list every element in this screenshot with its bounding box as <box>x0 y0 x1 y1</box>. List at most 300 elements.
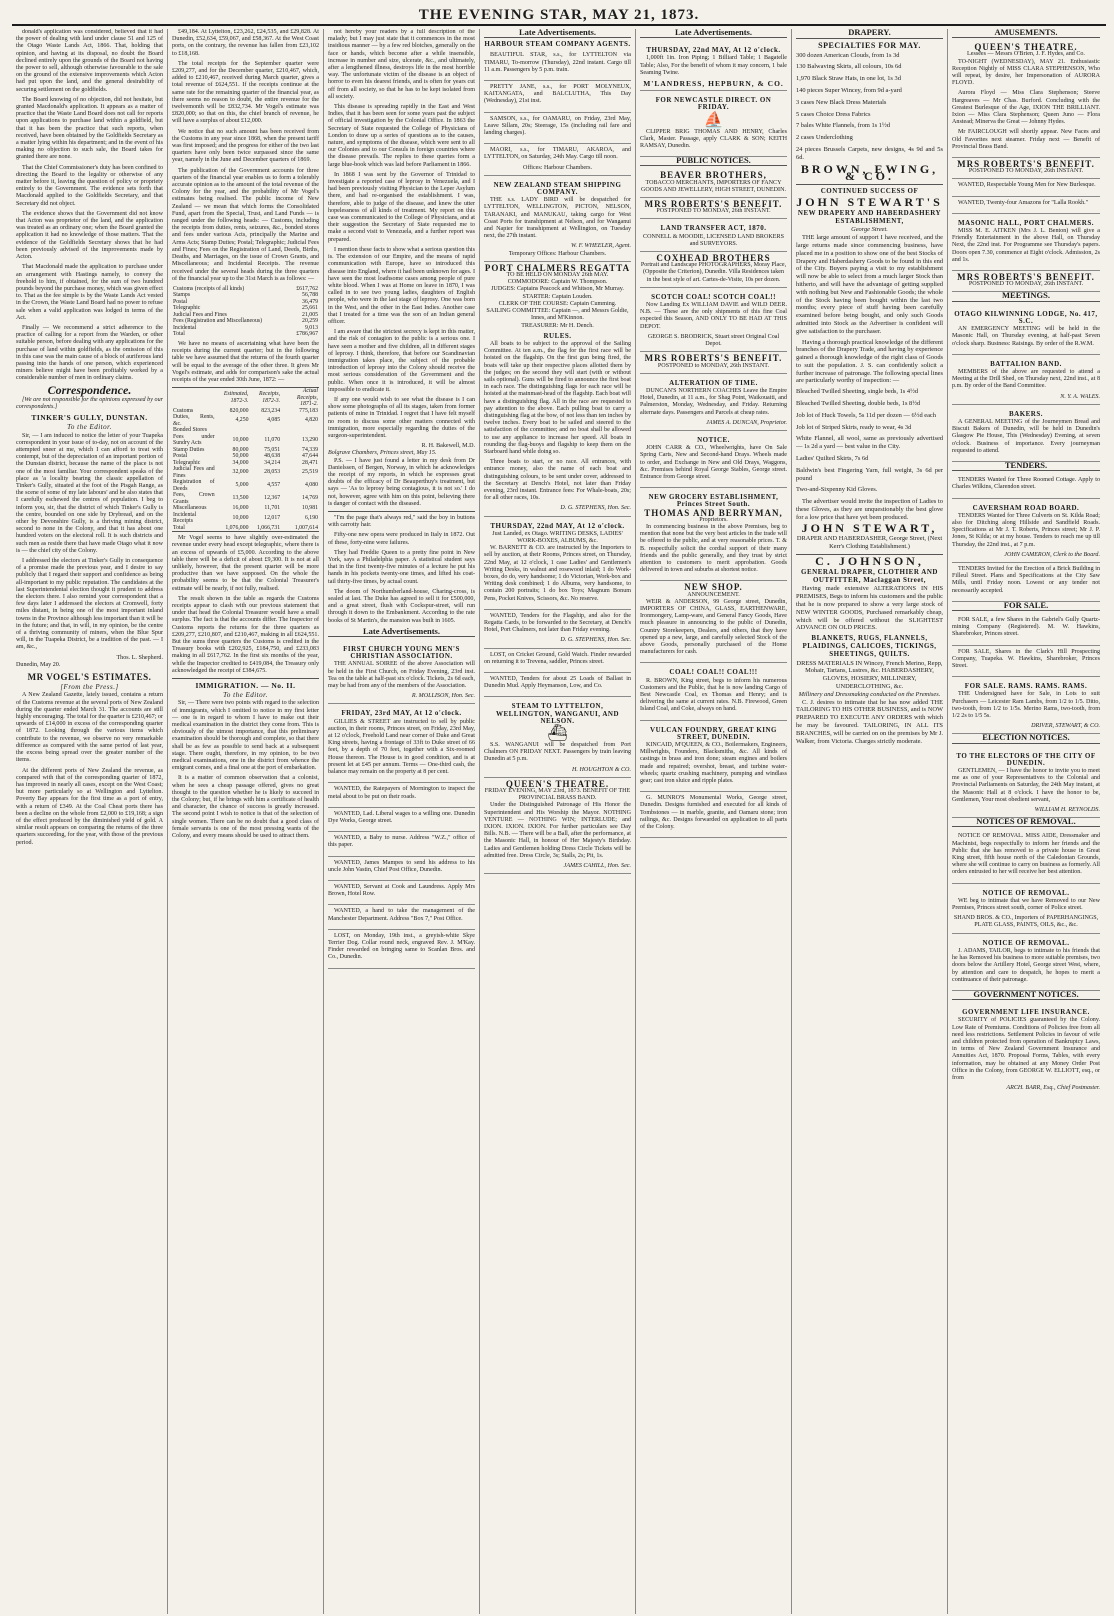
list-item: 5 cases Choice Dress Fabrics <box>796 110 871 118</box>
ad-signature: DRIVER, STEWART, & CO. <box>1031 723 1100 730</box>
table-cell: 21,005 <box>302 311 318 318</box>
table-cell: 9,013 <box>304 324 318 331</box>
advertisement <box>328 640 475 704</box>
masthead <box>12 4 1106 26</box>
ad-body: WANTED, Servant at Cook and Laundress. Apply Mrs Brown, Hotel Row. <box>328 883 475 898</box>
table-cell: 12,017 <box>264 514 281 521</box>
section-header: Late Advertisements. <box>328 628 475 637</box>
column-6 <box>792 29 948 1614</box>
correspondence-note: [We are not responsible for the opinions expressed by our correspondents.] <box>16 396 163 410</box>
classified-ad <box>328 783 475 807</box>
rules-body: All boats to be subject to the approval of the Sailing Committee. At ten a.m., the flag for the first race will be hoisted on the flagship. On the first gun being fired, the boats will take up their respective places allotted them by the judges; on the second they will start (with or without sails optional). Guns will be fired to announce the first boat in each race. The distinguishing flags for each race will be hoisted at the mainmast-head of the flagship. Each boat will have a distinguishing flag. All in the race are requested to pay attention to the above. Each pulling boat to carry a distinguishing flag at the bow, of not less than ten inches by twelve inches. Every boat to be sailed and steered to the satisfaction of the committee; and no boat shall be allowed to use any appliance to increase her speed. All boats in rounding the flag-buoys and flagship to keep them on the Starboard hand while doing so. <box>484 340 631 455</box>
ad-heading: GOVERNMENT LIFE INSURANCE. <box>962 1008 1090 1017</box>
special-lines-list <box>796 388 943 494</box>
entertainment-ad <box>952 214 1100 271</box>
ad-heading: NEW ZEALAND STEAM SHIPPING COMPANY. <box>493 180 622 197</box>
section-header: Late Advertisements. <box>484 29 631 38</box>
ad-footer: Temporary Offices: Harbour Chambers. <box>508 250 607 257</box>
table-cell: Fees under Sundry Acts <box>173 433 215 447</box>
government-ad <box>952 1003 1100 1095</box>
divider <box>172 678 319 679</box>
ad-body: POSTPONED TO MONDAY, 26th INSTANT. <box>968 281 1084 288</box>
section-header: PUBLIC NOTICES. <box>640 157 787 166</box>
ad-heading: JOHN STEWART'S <box>796 194 943 209</box>
ad-heading: BATTALION BAND. <box>990 359 1062 368</box>
ad-subheading: TO BE HELD ON MONDAY 26th MAY. <box>506 272 609 279</box>
ad-body: Portrait and Landscape PHOTOGRAPHERS, Moray Place, (Opposite the Criterion), Dunedin. Villa Residences taken in the best style of art. Cartes-de-Visite, 10s per dozen. <box>640 262 787 283</box>
table-cell: Miscellaneous <box>173 505 207 512</box>
column-4 <box>480 29 636 1614</box>
table-cell: 36,479 <box>302 298 318 305</box>
classified-ad <box>952 197 1100 214</box>
ad-heading: STEAM TO LYTTELTON, WELLINGTON, WANGANUI, AND NELSON. <box>495 702 620 725</box>
theatre-ad <box>952 41 1100 158</box>
ad-heading: HARBOUR STEAM COMPANY AGENTS. <box>484 40 631 49</box>
ad-heading: THOMAS AND BERRYMAN, <box>644 507 783 518</box>
ad-subheading: GENERAL DRAPER, CLOTHIER AND OUTFITTER, Maclaggan Street, <box>801 567 938 584</box>
divider <box>796 184 943 185</box>
table-cell: Fees (Registration and Miscellaneous) <box>173 318 263 325</box>
table-cell: 823,234 <box>261 407 281 414</box>
column-7 <box>948 29 1104 1614</box>
classified-ad <box>484 649 631 673</box>
article-heading: MR VOGEL'S ESTIMATES. <box>27 672 152 683</box>
ad-signature: JAMES CAHILL, Hon. Sec. <box>563 863 631 870</box>
notice-ad <box>640 219 787 252</box>
auction-ad <box>640 41 787 91</box>
notice-ad <box>952 271 1100 292</box>
ad-heading: NOTICE. <box>697 435 730 444</box>
letter-salutation: To the Editor. <box>67 423 112 432</box>
ad-subheading: NEW DRAPERY AND HABERDASHERY ESTABLISHMENT, <box>797 208 942 225</box>
regatta-ad <box>484 262 631 517</box>
ad-body: 1,000ft 1in. Iron Piping; 1 Billiard Table; 1 Bagatelle Table; Also, For the benefit of whom it may concern, 1 bale Seaming Twine. <box>640 55 787 76</box>
table-cell: Customs (receipts of all kinds) <box>173 285 245 292</box>
ad-body: Now Landing Ex WILLIAM DAVIE and WILD DEER. N.B. — These are the only shipments of this fine Coal expected this Season, AND ONLY TO BE HAD AT THIS DEPOT. <box>640 302 787 330</box>
ad-body: WANTED, a Baby to nurse. Address "W.Z.," office of this paper. <box>328 835 475 849</box>
ad-body: WANTED, Twenty-four Amazons for "Lalla Rookh." <box>958 199 1089 206</box>
ad-body: LOST, on Cricket Ground, Gold Watch. Finder rewarded on returning it to Trevena, saddler, Princes street. <box>484 651 631 665</box>
regatta-officer: STARTER: Captain Louden. <box>522 293 593 300</box>
list-item: Bleached Twilled Sheeting, double beds, 1s 8½d <box>796 400 921 408</box>
ad-body: THE ANNUAL SOIREE of the above Association will be held in the First Church, on Friday Evening, 23rd inst. Tea on the table at half-past six o'clock. Tickets, 2s 6d each, may be had from any of the members of the Association. <box>328 661 475 690</box>
table-cell: 32,000 <box>232 469 249 476</box>
ad-heading: FRIDAY, 23rd MAY, At 12 o'clock. <box>341 709 462 718</box>
ad-body: TENDERS Invited for the Erection of a Brick Building in Filleul Street. Plans and Specifications at the City Saw Mills, until Friday noon. Lowest or any tender not necessarily accepted. <box>952 565 1100 594</box>
filler-item: The doom of Northumberland-house, Charing-cross, is sealed at last. The Duke has agreed to sell it for £500,000, and a great street, flush with Cockspur-street, will run through it down to the Embankment. According to the rate books of St Martin's, the mansion was built in 1605. <box>328 588 475 624</box>
article-paragraph: donald's application was considered, believed that it had the power of dealing with land under clause 51 and 125 of the Otago Waste Lands Act, 1866. That, holding that opinion, and having at its disposal, no doubt the Board declined entirely upon the grounds of the Board not having the power to sell, although otherwise favourable to the sale on the ground of the extensive improvements which Acton had put upon the land, and the general desirability of securing settlement on the goldfields. <box>16 29 163 93</box>
ad-heading: BEAVER BROTHERS, <box>660 170 767 181</box>
table-cell: 10,000 <box>232 436 249 443</box>
business-ad <box>640 581 787 663</box>
table-row <box>172 492 319 505</box>
ad-heading: QUEEN'S THEATRE. <box>974 42 1078 53</box>
article-paragraph: That Macdonald made the application to purchase under an arrangement with Hastings namely, to convey the freehold to him, if obtained, for the sum of two hundred pounds beyond the purchase money, which was given effect to. That as the fee simple is by the Waste Lands Act vested in the Crown, the Waste Land Board had no power to refuse sale when a valid application was lodged in terms of the Act. <box>16 264 163 321</box>
regatta-officer: TREASURER: Mr H. Dench. <box>521 322 594 329</box>
ad-body: KINCAID, M'QUEEN, & CO., Boilermakers, Engineers, Millwrights, Founders, Blacksmiths, &c. All kinds of castings in brass and iron done; steam engines and boilers made and repaired; overshot, breast, and turbine water-wheels; quartz crushing machinery, pumping and windlass gear; cast iron sluice and ripple plates. <box>640 742 787 785</box>
table-cell: 4,820 <box>304 417 318 424</box>
table-header-cell: Actual Receipts, 1871-2. <box>296 388 318 408</box>
ad-body: In commencing business in the above Premises, beg to mention that none but the very best articles in the trade will be offered to the public, and at very reasonable prices. T. & B. respectfully solicit the cordial support of their many friends and the public generally, and they trust by strict attention to customers to merit approbation. Goods delivered in town and suburbs at shortest notice. <box>640 523 787 574</box>
list-item: Ladies' Quilted Skirts, 7s 6d <box>796 455 869 463</box>
list-item: Baldwin's best Fingering Yarn, full weight, 3s 6d per pound <box>796 466 943 482</box>
business-ad <box>640 488 787 581</box>
ad-subheading: ANNOUNCEMENT. <box>687 591 740 598</box>
table-header-cell <box>172 388 216 408</box>
ad-body: MEMBERS of the above are requested to attend a Meeting at the Drill Shed, on Thursday next, 22nd inst., at 8 p.m. By order of the Band Committee. <box>952 368 1100 390</box>
business-ad <box>640 252 787 288</box>
ad-signature: R. MOLLISON, Hon. Sec. <box>411 693 475 700</box>
table-cell: Registration of Deeds <box>173 479 215 492</box>
table-cell: 34,214 <box>264 459 281 466</box>
tender-ad <box>952 474 1100 498</box>
shipping-ad <box>484 81 631 113</box>
ad-body: THE large amount of support I have received, and the large returns made since commencing business, have placed me in a position to show one of the best Stocks of Drapery and Haberdashery Goods to be found in this end of the City. Buyers paying a visit to my establishment will now be able to select from a much larger Stock than hitherto, and will have the advantage of getting supplied with nothing but New and Fashionable Goods; the whole of the Stock having been bought within the last two months; every piece of stuff having been carefully examined before being bought, and only such Goods admitted into Stock as the Advertiser is confident will give satisfaction to the purchaser. <box>796 234 943 335</box>
classified-ad <box>328 832 475 856</box>
ad-body: Having a thorough practical knowledge of the different branches of the Drapery Trade, and having by experience gained a thorough knowledge of the right class of Goods to suit the population. J. S. can confidently solicit a further increase of patronage. The following special lines are particularly worthy of inspection: — <box>796 338 943 385</box>
table-cell: 34,000 <box>232 459 249 466</box>
ad-heading: CAVERSHAM ROAD BOARD. <box>972 503 1080 512</box>
removal-ad <box>952 884 1100 934</box>
table-cell: 28,053 <box>264 469 281 476</box>
advertisement <box>328 704 475 783</box>
ad-heading: MRS ROBERTS'S BENEFIT. <box>644 199 783 210</box>
table-cell: 13,500 <box>232 495 249 502</box>
election-ad <box>952 747 1100 819</box>
columns <box>12 29 1106 1614</box>
list-item: 1,970 Black Straw Hats, in one lot, 1s 3d <box>796 75 901 83</box>
article-paragraph: The Board knowing of no objection, did not hesitate, but granted Macdonald's application. It appears as a matter of practice that the Waste Land Board does not call for reports upon applications to purchase land within a goldfield, but that it has been the practice that such reports, when received, have been obtained by the Goldfields Secretary as a matter lying within his department; and in the event of his making no objection to such sale, the Board takes for granted there are none. <box>16 96 163 161</box>
ad-heading: SCOTCH COAL! SCOTCH COAL!! <box>651 292 776 301</box>
correspondence-heading: Correspondence. <box>47 382 132 397</box>
letter-body: Sir, — There were two points with regard to the selection of immigrants, which I omitted to notice in my first letter — one is in regard to whom I have to make out their medical examination in the district they come from. This is obviously of the utmost importance, that this preliminary examination should be thorough and complete, so that there shall be as few as possible to send back at a subsequent stage. There ought, therefore, in my opinion, to be two medical examinations, one in the district from whence the emigrant comes, and a final one at the port of embarkation. <box>172 700 319 772</box>
ad-body: WANTED, Lad. Liberal wages to a willing one. Dunedin Dye Works, George street. <box>328 810 475 824</box>
letter-heading: IMMIGRATION. — No. II. <box>195 680 296 690</box>
ad-body: WANTED, a hand to take the management of the Manchester Department. Address "Box 7," Post Office. <box>328 908 475 922</box>
ad-signature: SHAND BROS. & CO., Importers of PAPERHANGINGS, PLATE GLASS, PAINTS, OILS, &c., &c. <box>953 915 1099 929</box>
table-cell: 10,000 <box>232 514 249 521</box>
list-item: Two-and-Sixpenny Kid Gloves. <box>796 486 878 494</box>
table-cell: 4,557 <box>267 482 281 489</box>
regatta-officer: SAILING COMMITTEE: Captain —, and Messrs Goldie, Innes, and M'Kinnon. <box>486 308 629 322</box>
table-cell: 10,981 <box>302 505 318 512</box>
sale-ad <box>952 646 1100 678</box>
shipping-ad <box>640 91 787 157</box>
ad-subheading: Lessees — Messrs O'Brien, J. F. Hydes, and Co. <box>967 51 1085 58</box>
ad-heading: MRS ROBERTS'S BENEFIT. <box>644 353 783 364</box>
ad-heading: NOTICE OF REMOVAL. <box>982 938 1070 947</box>
ad-body: BEAUTIFUL STAR, s.s., for LYTTELTON via TIMARU, To-morrow (Thursday), 22nd instant. Cargo till 11 a.m. Passengers by 5 p.m. train. <box>484 52 631 73</box>
table-cell: 50,000 <box>232 453 249 460</box>
steamship-icon: ⛴ <box>547 725 568 743</box>
ad-body: WANTED, Respectable Young Men for New Burlesque. <box>958 182 1096 189</box>
ad-body: SAMSON, s.s., for OAMARU, on Friday, 23rd May, Leave Sillam, 20s; Steerage, 15s (including rail fare and landing charges). <box>484 115 631 137</box>
table-cell: 1,076,000 <box>225 524 249 531</box>
table-cell: Stamps <box>173 292 191 299</box>
list-item: 3 cases New Black Dress Materials <box>796 98 887 106</box>
section-header: AMUSEMENTS. <box>952 29 1100 38</box>
ad-heading: COXHEAD BROTHERS <box>656 253 771 264</box>
ad-heading: FIRST CHURCH YOUNG MEN'S CHRISTIAN ASSOCIATION. <box>343 645 460 661</box>
table-header-row <box>172 388 319 408</box>
list-item: 24 pieces Brussels Carpets, new designs, 4s 9d and 5s 6d. <box>796 145 943 161</box>
ad-body: DUNCAN'S NORTHERN COACHES Leave the Empire Hotel, Dunedin, at 11 a.m., for Shag Point, Waikouaiti, and Palmerston, Monday, Wednesday, and Friday. Returning alternate days. Passengers and Parcels at cheap rates. <box>640 387 787 416</box>
section-header: ELECTION NOTICES. <box>952 734 1100 743</box>
ad-heading: FOR NEWCASTLE DIRECT. ON FRIDAY. <box>655 96 772 112</box>
table-cell: 11,701 <box>264 505 281 512</box>
letter-signature: Thos. L. Shepherd. <box>116 654 163 661</box>
notice-ad <box>640 374 787 431</box>
classified-ad <box>328 930 475 969</box>
ad-body: PRETTY JANE, s.s., for PORT MOLYNEUX, KAITANGATA, and BALCLUTHA, This Day (Wednesday), 21st inst. <box>484 84 631 105</box>
shipping-ad <box>484 144 631 176</box>
article-paragraph: The evidence shows that the Government did not know that Acton was proprietor of the land, and the application was treated as an ordinary one; when the Board granted the application it had no knowledge of those matters. That the evidence of the Goldfields Secretary shows that he had been previously advised of the improvements made by Acton. <box>16 210 163 261</box>
divider <box>328 511 475 512</box>
list-item: Job lot of Striped Skirts, ready to wear, 4s 3d <box>796 423 912 431</box>
ad-body: THE s.s. LADY BIRD will be despatched for LYTTELTON, WELLINGTON, PICTON, NELSON, TARANAKI, and MANUKAU, taking cargo for West Coast Ports for transhipment at Nelson, and for Wanganui and Napier for transhipment at Wellington, on Tuesday next, the 27th instant. <box>484 197 631 240</box>
ad-heading: OTAGO KILWINNING LODGE, No. 417, S.C. <box>954 309 1098 325</box>
table-cell: 56,788 <box>302 292 318 299</box>
business-ad <box>640 663 787 720</box>
letter-body: I addressed the electors at Tinker's Gully in consequence of a promise made the previous year, and I desire to say publicly that I regard their support and confidence as being all-important to my public reputation. The candidates at the last Superintendental election thought it prudent to address the electors there. I also remind your correspondent that a few days later I addressed the electors at Cromwell, forty miles distant, in being one of the most important inland towns in the Province although less important than it will be in the future; and that, in will, in my opinion, be the centre of a thriving community of miners, when the Blue Spur will, in the Tuapeka District, be a tradition of the past. — I am, &c., <box>16 558 163 651</box>
business-ad <box>640 792 787 838</box>
table-cell: Judicial Fees and Fines <box>173 311 227 318</box>
removal-ad <box>952 934 1100 991</box>
section-header: TENDERS. <box>952 462 1100 471</box>
table-cell: Postal <box>173 453 188 460</box>
shipping-ad <box>484 697 631 777</box>
ad-heading: C. JOHNSON, <box>815 554 924 569</box>
rules-body: Three boats to start, or no race. All entrances, with entrance money, also the name of each boat and distinguishing colours, to be sent under cover, addressed to the Secretary at Dench's Hotel, not later than Friday evening, 23rd instant. Entrance fees: For Whale-boats, 20s; for all other races, 10s. <box>484 459 631 502</box>
table-cell: 775,183 <box>299 407 318 414</box>
ad-heading: THURSDAY, 22nd MAY, At 12 o'clock. <box>490 521 625 530</box>
letter-body: If any one would wish to see what the disease is I can show some photographs of all its stages, taken from former patients of mine in Trinidad. I regret that I have felt myself no room to discuss some other matters connected with immigration, more especially regarding the duties of the surgeon-superintendent. <box>328 396 475 439</box>
notice-ad <box>640 352 787 373</box>
ad-signature: JOHN CAMERON, Clerk to the Board. <box>1004 551 1100 558</box>
article-source: [From the Press.] <box>60 683 119 692</box>
table-row <box>172 414 319 427</box>
ad-signature: GEORGE S. BRODRICK, Stuart street Original Coal Depot. <box>647 333 780 348</box>
column-2 <box>168 29 324 1614</box>
letter-body: In 1868 I was sent by the Governor of Trinidad to investigate a reported case of leprosy in Venezuela, and I had been previously visiting Physician to the Leper Asylum there, and had re-organised the establishment. I was, therefore, able to judge of the disease, and knew the utter hopelessness of all kinds of treatment. My report on this case was communicated to the College of Physicians, and at their suggestion the Secretary of State requested me to make a second visit to Venezuela, and a further report was prepared. <box>328 171 475 243</box>
ad-body: NOTICE OF REMOVAL. MISS AIDE, Dressmaker and Machinist, begs respectfully to inform her friends and the Public that she has removed to a private house in Great King street, fifth house north of the Caledonian Grounds, where she will continue to carry on business as formerly. All orders entrusted to her will receive her best attention. <box>952 833 1100 876</box>
meeting-ad <box>952 305 1100 355</box>
column-3 <box>324 29 480 1614</box>
table-cell: 80,000 <box>232 446 249 453</box>
sale-ad <box>952 614 1100 646</box>
ad-footer: Offices: Harbour Chambers. <box>522 164 593 171</box>
table-cell: 12,367 <box>264 495 281 502</box>
shipping-ad <box>484 49 631 81</box>
ad-subheading: FRIDAY EVENING, MAY 23rd, 1873. BENEFIT OF THE PROVINCIAL BRASS BAND. <box>484 788 631 802</box>
ad-signature: ARCH. BARR, Esq., Chief Postmaster. <box>1006 1085 1100 1092</box>
ad-signature: N. Y. A. WALES. <box>1060 393 1100 400</box>
table-cell: 47,644 <box>302 453 318 460</box>
business-ad <box>640 288 787 352</box>
specialties-list <box>796 52 943 162</box>
list-item: Job lot of Huck Towels, 5s 11d per dozen — 6½d each <box>796 411 936 419</box>
table-cell: Judicial Fees and Fines <box>173 466 215 479</box>
table-cell: Incidental <box>173 324 197 331</box>
ad-body: MISS M. E. AITKEN (Mrs J. L. Benton) will give a Friendly Entertainment in the above Hall, on Thursday Next, the 22nd inst. For Programme see Thursday's papers. Doors open 7.30, commence at Eight o'clock. Admission, 2s and 1s. <box>952 228 1100 263</box>
ad-body: WANTED, James Mampes to send his address to his uncle John Vastin, Chief Post Office, Dunedin. <box>328 859 475 873</box>
ad-body: THE Undersigned have for Sale, in Lots to suit Purchasers — Leicester Ram Lambs, from 1/2 to 1/5. Ditto, two-tooth, from 1/2 to 1/5s. Merino Rams, two-tooth, from 1/2 2s to 1/5 5s. <box>952 691 1100 720</box>
ad-body: JOHN CARR & CO., Wheelwrights, have On Sale Spring Carts, New and Second-hand Drays. Wheels made to order, and Exchange in New and Old Drays, Waggons, &c. Premises behind Royal George Stables, George street. Entrance from George street. <box>640 445 787 480</box>
table-cell: 48,638 <box>264 453 281 460</box>
classified-ad <box>328 808 475 832</box>
auction-ad <box>484 517 631 610</box>
ad-heading: ALTERATION OF TIME. <box>669 378 758 387</box>
ad-body: The advertiser would invite the inspection of Ladies to these Gloves, as they are unquestionably the best glove for a low price that have yet been produced. <box>796 498 943 521</box>
letter-body: I am aware that the strictest secrecy is kept in this matter, and the risk of contagion to the public is a serious one. I have seen a mother and five children, all in different stages of leprosy. I think, therefore, that before our Scandinavian immigration takes place, the subject of the probable introduction of leprosy into the Colony should receive the most serious consideration of the Government and the public. When once it is introduced, it will be almost impossible to eradicate it. <box>328 329 475 393</box>
ad-body: Under the Distinguished Patronage of His Honor the Superintendent and His Worship the Mayor. NOTHING VENTURE — NOTHING WIN; INTERLUDE; and IXION. IXION. IXION. For further particulars see Day Bills. N.B. — There will be a Ball, after the performance, at the Masonic Hall, in honour of Her Majesty's Birthday. Ladies and Gentlemen holding Dress Circle Tickets will be admitted free. Dress Circle, 3s; Stalls, 2s; Pit, 1s. <box>484 802 631 859</box>
table-cell: Incidental Receipts <box>173 511 197 525</box>
goods-list: BLANKETS, RUGS, FLANNELS, PLAIDINGS, CALICOES, TICKINGS, SHEETINGS, QUILTS. <box>802 634 937 658</box>
table-cell: 1,007,614 <box>294 524 318 531</box>
filler-item: Fifty-one new opera were produced in Italy in 1872. Out of these, forty-nine were failures. <box>328 532 475 546</box>
classified-ad <box>484 610 631 649</box>
regatta-officer: JUDGES: Captains Peacock and Whitson, Mr Murray. <box>491 286 624 293</box>
ad-body: TO-NIGHT (WEDNESDAY), MAY 21. Enthusiastic Reception Nightly of MISS CLARA STEPHENSON, Who will repeat, by desire, her Impersonation of AURORA FLOYD. <box>952 58 1100 87</box>
list-item: 130 Balwaving Skirts, all colours, 10s 6d <box>796 63 902 71</box>
ad-heading: SPECIALTIES FOR MAY. <box>818 40 921 50</box>
ad-body: TENDERS Wanted for Three Culverts on St. Kilda Road; also for Ditching along Hillside and Sandfield Roads. Specifications at Mr J. T. Roberts, Princes street; Mr J. P. Jones, St Kilda; or at my house. Tenders to reach me up till Thursday, the 22nd inst., at 7 p.m. <box>952 512 1100 548</box>
ad-heading: MRS ROBERTS'S BENEFIT. <box>957 159 1095 170</box>
ad-body: WE beg to intimate that we have Removed to our New Premises, Princes street south, corner of Police street. <box>952 897 1100 912</box>
letter-salutation: To the Editor. <box>223 691 268 700</box>
table-cell: 4,080 <box>304 482 318 489</box>
ad-body: W. BARNETT & CO. are instructed by the Importers to sell by auction, at their Rooms, Princes street, on Thursday, 22nd May, at 12 o'clock, 1 case Ladies' and Gentlemen's Writing Desks, in walnut and rosewood inlaid; 1 do Work-boxes, do do, very handsome; 1 do Victorian, Work-box and Writing desk combined; 1 do Albums, very handsome, to contain 200 portraits; 1 do box Toys; Magnum Bonum Pens, Pocket Knives, Scissors, &c. No reserve. <box>484 545 631 602</box>
ad-heading: FOR SALE. RAMS. RAMS. RAMS. <box>964 682 1088 691</box>
ad-body: C. J. desires to intimate that he has now added THE TAILORING TO HIS OTHER BUSINESS, and is NOW PREPARED TO EXECUTE ANY ORDERS with which he may be favoured. TAILORING, IN ALL ITS BRANCHES, will be carried on on the premises by Mr J. Walker, from Victoria. Charges strictly moderate. <box>796 698 943 745</box>
business-ad <box>640 721 787 793</box>
ad-heading: MRS ROBERTS'S BENEFIT. <box>957 272 1095 283</box>
list-item: White Flannel, all wool, same as previously advertised — 1s 2d a yard — best value in the City. <box>796 435 943 451</box>
table-cell: Total <box>173 331 185 338</box>
ad-body: WANTED, Tenders for about 25 Loads of Ballast in Dunedin Mud. Apply Heymanson, Low, and Co. <box>484 676 631 690</box>
article-paragraph: A New Zealand Gazette, lately issued, contains a return of the Customs revenue at the several ports of New Zealand during the quarter ended March 31. The accounts are still highly encouraging. The total for the quarter is £210,467; or upwards of £14,000 in excess of the corresponding quarter of 1872. Looking through the various items which contribute to the revenue, we observe no very remarkable difference as compared with the same period of last year, the excess being spread over the greater number of the items. <box>16 692 163 764</box>
ad-signature: BROWN, EWING, & CO. <box>800 161 939 184</box>
rules-heading: RULES. <box>543 331 572 340</box>
classified-ad <box>328 905 475 929</box>
estimates-table <box>172 387 319 532</box>
ad-signature: JAMES A. DUNCAN, Proprietor. <box>706 419 787 426</box>
list-item: 7 bales White Flannels, from 1s 1½d <box>796 122 890 130</box>
section-header: DRAPERY. <box>796 29 943 39</box>
ad-body: WEIR & ANDERSON, 99 George street, Dunedin, IMPORTERS OF CHINA, GLASS, EARTHENWARE, Ironmongery, Lamp-ware, and General Fancy Goods, Have much pleasure in announcing to the public of Dunedin, Country Storekeepers, Dealers, and others, that they have opened up a new, large, and carefully selected Stock of the above Goods, personally purchased of the Home manufacturers for cash. <box>640 598 787 656</box>
ad-subheading: Just Landed, ex Otago. WRITING DESKS, LADIES' WORK-BOXES, ALBUMS, &c. <box>492 530 623 544</box>
sailing-ship-icon: ⛵ <box>703 111 724 129</box>
table-header-cell: Receipts, 1872-3. <box>259 391 281 404</box>
ad-body: POSTPONED TO MONDAY, 26th INSTANT. <box>968 168 1084 175</box>
ad-body: POSTPONED TO MONDAY, 26th INSTANT. <box>656 208 771 215</box>
table-cell: 13,290 <box>302 436 318 443</box>
ad-signature: WILLIAM H. REYNOLDS. <box>1034 807 1100 814</box>
sale-ad <box>952 677 1100 734</box>
table-cell: 1,066,731 <box>256 524 281 531</box>
table-cell: Customs <box>173 407 194 414</box>
letter-signature: R. H. Bakewell, M.D. <box>421 443 475 450</box>
ad-body: G. MUNRO'S Monumental Works, George street, Dunedin. Designs furnished and executed for all kinds of Tombstones — in marble, granite, and Oamaru stone; iron railings, &c. Designs forwarded on application to all parts of the Colony. <box>640 795 787 831</box>
meeting-ad <box>952 355 1100 405</box>
tender-ad <box>952 499 1100 563</box>
ad-note: Millinery and Dressmaking conducted on the Premises. <box>798 690 941 698</box>
table-cell: 5,000 <box>235 482 249 489</box>
classified-ad <box>952 179 1100 196</box>
ad-body: GILLIES & STREET are instructed to sell by public auction, in their rooms, Princes street, on Friday, 23rd May, at 12 o'clock, Freehold Land near corner of Duke and Great King streets, having a frontage of 33ft to Duke street of 66 feet, by a depth of 70 feet, together with a Six-roomed House thereon. The House is in good condition, and is at present let at £45 per annum. Terms — One-third cash, the balance may remain on the property at 8 per cent. <box>328 718 475 776</box>
table-cell: Postal <box>173 298 188 305</box>
table-cell: 28,471 <box>302 459 318 466</box>
section-header: GOVERNMENT NOTICES. <box>952 991 1100 1000</box>
ad-heading: QUEEN'S THEATRE. <box>505 778 610 789</box>
section-header: FOR SALE. <box>952 602 1100 611</box>
table-cell: Bonded Stores <box>173 427 207 434</box>
article-paragraph: Finally — We recommend a strict adherence to the practice of calling for a report from the Warden, or other suitable person, before dealing with any applications for the purchase of land within goldfields, as the omission of this in this case was the main cause of a block of auriferous land passing into the hands of one person, which experienced miners believe might have been profitably worked by a considerable number of men in ordinary claims. <box>16 324 163 382</box>
ad-heading: NOTICE OF REMOVAL. <box>982 888 1070 897</box>
table-cell: 25,661 <box>302 305 318 312</box>
classified-ad <box>484 673 631 697</box>
ad-address: George Street. <box>851 226 888 234</box>
table-cell: Stamp Duties <box>173 446 205 453</box>
ad-body: AN EMERGENCY MEETING will be held in the Masonic Hall, on Thursday evening, at half-past Seven o'clock sharp. Business: Raisings. By order of the R.W.M. <box>952 326 1100 347</box>
table-cell: Total <box>173 524 185 531</box>
section-header: MEETINGS. <box>952 292 1100 301</box>
classified-ad <box>328 881 475 905</box>
ad-body: SECURITY of POLICIES guaranteed by the Colony. Low Rate of Premiums. Conditions of Policies free from all need less restrictions. Settlement Policies in favour of wife and children protected from operation of Bankruptcy Laws, in terms of New Zealand Government Insurance and Annuities Act, 1870. Proposal Forms, Tables, with every information, may be obtained at any Money Order Post Office in the Colony, from GEORGE W. ELLIOTT, esq., or from <box>952 1017 1100 1081</box>
article-paragraph: Mr Vogel seems to have slightly over-estimated the revenue under every head except telegraphic, where there is an excess of upwards of £5,000. According to the above table there will be a deficit of about £9,300. It is not at all unlikely, however, that the present quarter will be more productive than we have supposed. On the whole the probability seems to be that the Colonial Treasurer's estimate will be nearly, if not fully, realised. <box>172 535 319 592</box>
table-cell: 20,259 <box>302 318 318 325</box>
list-item: Bleached Twilled Sheeting, single beds, 1s 4½d <box>796 388 919 396</box>
ad-heading: MASONIC HALL, PORT CHALMERS. <box>958 218 1094 227</box>
filler-item: They had Freddie Queen to a pretty fine point in New York, says a Philadelphia paper. A statistical student says that in the first twenty-five minutes of a lecture he put his hands in his pockets twenty-one times, and lifted his coat-tail thirty-five times, by actual count. <box>328 549 475 585</box>
table-row <box>172 512 319 525</box>
ad-heading: BAKERS. <box>1008 409 1044 418</box>
removal-ad <box>952 830 1100 883</box>
ad-signature: W. F. WHEELER, Agent. <box>571 243 631 250</box>
ad-signature: D. G. STEPHENS, Hon. Sec. <box>560 637 631 644</box>
regatta-officer: CLERK OF THE COURSE: Captain Cumming. <box>498 300 617 307</box>
table-row <box>172 466 319 479</box>
article-paragraph: The total receipts for the September quarter were £209,277, and for the December quarter, £210,467, which, added to £210,467, received during March quarter, gives a total revenue of £624,551. If the receipts continue at the same rate for the remaining quarter of the financial year, as there seems no reason to doubt, the entire revenue for the twelvemonth will be £832,734. Mr Vogel's estimate was £820,000; so that on this, the chief branch of revenue, he will have a surplus of about £12,000. <box>172 60 319 125</box>
ad-body: A GENERAL MEETING of the Journeymen Bread and Biscuit Bakers of Dunedin, will be held in Dunedin's Glasgow Pie House, This (Wednesday) Evening, at seven o'clock. Business of importance. Every journeyman requested to attend. <box>952 418 1100 454</box>
table-cell: Fees, Crown Grants <box>173 492 215 505</box>
ad-body: J. ADAMS, TAILOR, begs to intimate to his friends that he has Removed his business to more suitable premises, two doors below the Artillery Hotel, George street West, where, by attention and care to despatch, he hopes to merit a continuance of their patronage. <box>952 947 1100 983</box>
shipping-ad <box>484 176 631 262</box>
goods-list: DRESS MATERIALS IN Wincey, French Merino, Repp, Mohair, Tartans, Lustres, &c. HABERDASHERY, GLOVES, HOSIERY, MILLINERY, UNDERCLOTHING, &c. <box>796 659 943 690</box>
ad-address: DRAPER AND HABERDASHER, George Street, (Next Kerr's Clothing Establishment.) <box>796 535 943 551</box>
ad-body: TOBACCO MERCHANTS, IMPORTERS OF FANCY GOODS AND JEWELLERY, HIGH STREET, DUNEDIN. <box>641 179 786 193</box>
letter-date: Dunedin, May 20. <box>16 661 61 668</box>
ad-heading: NEW SHOP. <box>684 582 743 593</box>
ad-body: TENDERS Wanted for Three Roomed Cottage. Apply to Charles Wilkins, Clarendon street. <box>952 477 1100 491</box>
notice-ad <box>640 431 787 488</box>
letter-address: Bolgrave Chambers, Princes street, May 15. <box>328 450 437 457</box>
business-ad <box>640 169 787 198</box>
ad-body: S.S. WANGANUI will be despatched from Port Chalmers ON FRIDAY NEXT. Passengers by train leaving Dunedin at 5 p.m. <box>484 742 631 763</box>
article-paragraph: £49,184. At Lyttelton, £23,262, £24,535, and £29,828. At Dunedin, £52,634, £59,067, and £58,367. At the West Coast ports, on the contrary, the revenue has fallen from £23,102 to £18,168. <box>172 29 319 57</box>
notice-ad <box>640 198 787 219</box>
ad-cast: Aurora Floyd — Miss Clara Stephenson; Steeve Hargreaves — Mr Chas. Burford. Concluding with the Greatest Burlesque of the Age, IXION THE BRILLIANT. Ixion — Miss Clara Stephenson; Queen Juno — Flora Anstead; Minerva the Great — Johnny Hydes. <box>952 90 1100 126</box>
theatre-ad <box>484 778 631 874</box>
column-5 <box>636 29 792 1614</box>
filler-item: "I'm the page that's always red," said the boy in buttons with carrotty hair. <box>328 515 475 529</box>
ad-body: MAORI, s.s., for TIMARU, AKAROA, and LYTTELTON, on Saturday, 24th May. Cargo till noon. <box>484 147 631 161</box>
newspaper-title: THE EVENING STAR, MAY 21, 1873. <box>418 7 700 23</box>
table-cell: 4,085 <box>267 417 281 424</box>
classified-ad <box>328 857 475 881</box>
column-1 <box>12 29 168 1614</box>
table-cell: £617,762 <box>296 285 318 292</box>
